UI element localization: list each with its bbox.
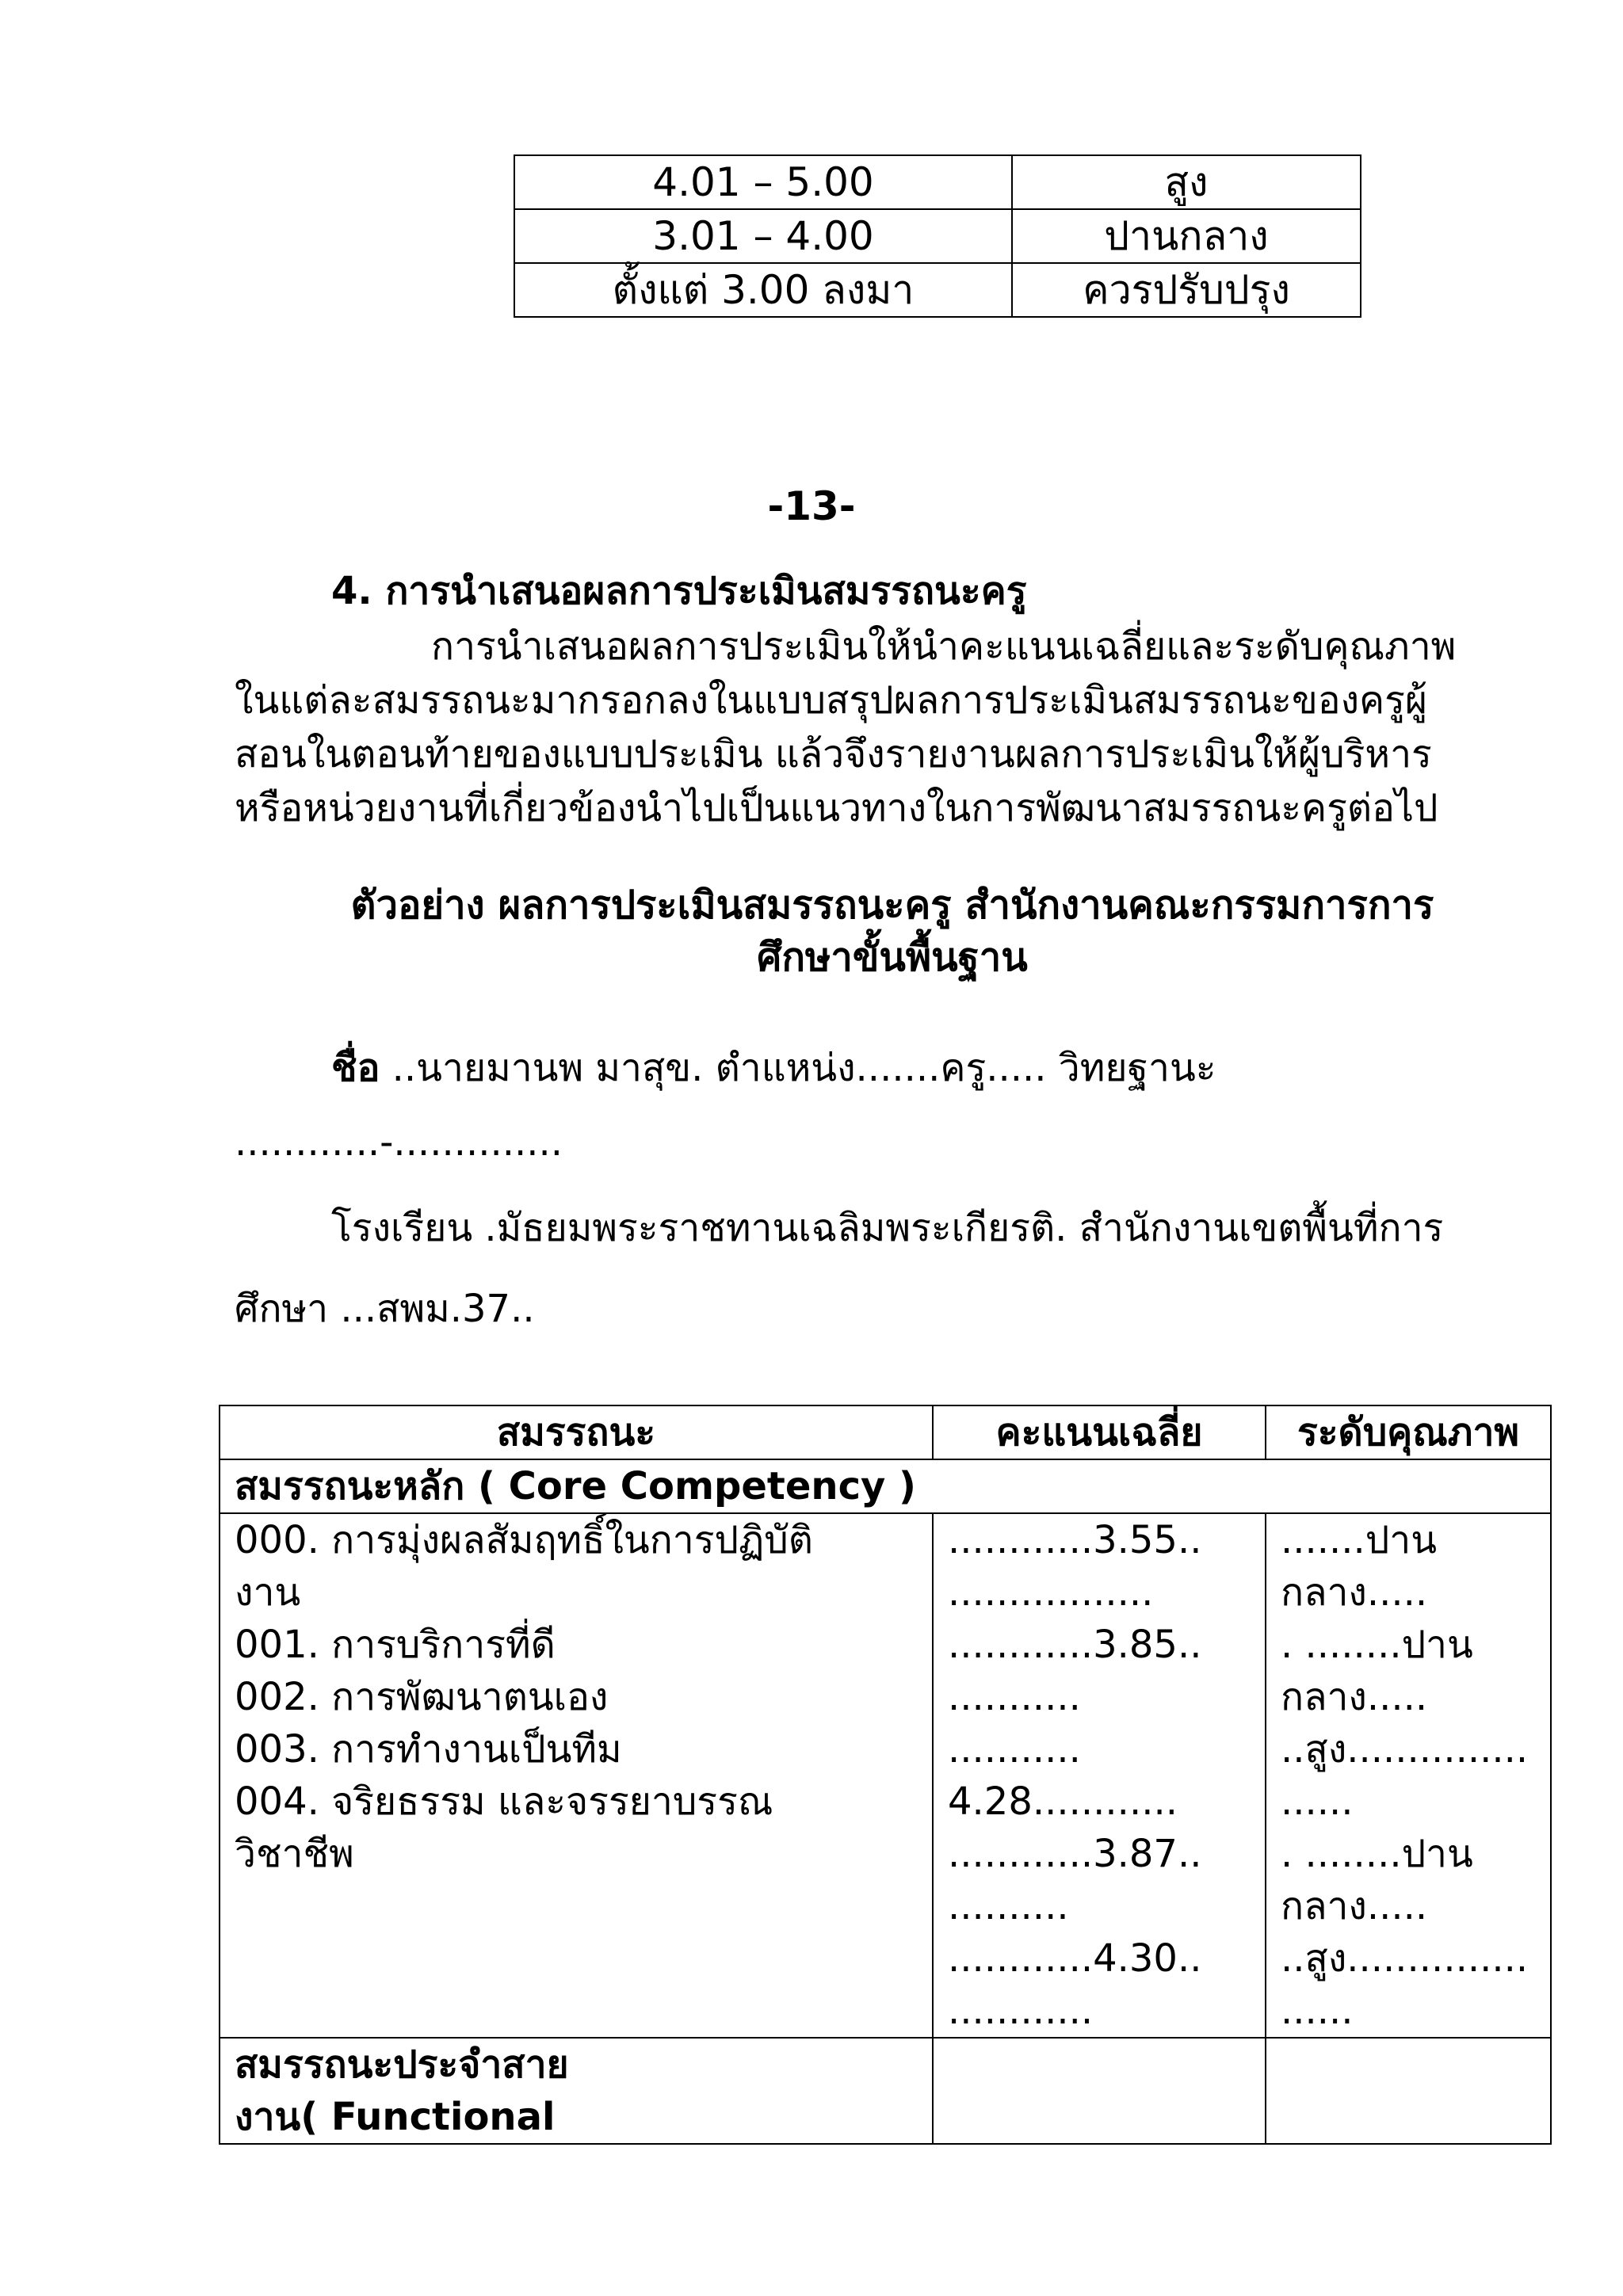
score-range-cell: ตั้งแต่ 3.00 ลงมา [514, 263, 1012, 317]
paragraph-line: ในแต่ละสมรรถนะมากรอกลงในแบบสรุปผลการประเมินสมรรถนะของครูผู้ [235, 678, 1428, 723]
table-row [514, 155, 1361, 209]
functional-group-row [220, 2038, 1551, 2144]
score-line: 4.28............ [948, 1779, 1178, 1824]
score-range-table [514, 154, 1361, 318]
paragraph-line: สอนในตอนท้ายของแบบประเมิน แล้วจึงรายงานผลการประเมินให้ผู้บริหาร [235, 732, 1432, 776]
level-line: .......ปาน [1281, 1518, 1438, 1562]
list-item: งาน [235, 1570, 301, 1615]
competency-table [219, 1405, 1552, 2145]
list-item: 003. การทำงานเป็นทีม [235, 1727, 622, 1772]
score-line: ............3.85.. [948, 1623, 1202, 1667]
table-row [514, 263, 1361, 317]
score-range-cell: 3.01 – 4.00 [514, 209, 1012, 263]
list-item: 000. การมุ่งผลสัมฤทธิ์ในการปฏิบัติ [235, 1518, 813, 1562]
score-line: .......... [948, 1884, 1069, 1928]
level-line: กลาง..... [1281, 1884, 1428, 1928]
functional-group-line: งาน( Functional [235, 2095, 556, 2139]
core-group-label: สมรรถนะหลัก ( Core Competency ) [220, 1459, 1551, 1513]
list-item: วิชาชีพ [235, 1832, 354, 1876]
score-level-cell: สูง [1012, 155, 1361, 209]
area-line: ศึกษา ...สพม.37.. [235, 1287, 535, 1331]
table-row [220, 1513, 1551, 2038]
page-number: -13- [767, 483, 856, 529]
example-title-line: ศึกษาขั้นพื้นฐาน [757, 935, 1028, 980]
header-competency: สมรรถนะ [220, 1405, 933, 1459]
score-line: ........... [948, 1727, 1081, 1772]
level-line: ...... [1281, 1989, 1354, 2033]
score-line: ........... [948, 1675, 1081, 1719]
level-line: กลาง..... [1281, 1675, 1428, 1719]
core-levels-cell [1266, 1513, 1551, 2038]
header-quality-level: ระดับคุณภาพ [1266, 1405, 1551, 1459]
list-item: 002. การพัฒนาตนเอง [235, 1675, 609, 1719]
example-title [235, 879, 1550, 984]
score-line: ................. [948, 1570, 1154, 1615]
section-heading: 4. การนำเสนอผลการประเมินสมรรถนะครู [331, 569, 1027, 613]
header-average-score: คะแนนเฉลี่ย [933, 1405, 1266, 1459]
functional-level-cell [1266, 2038, 1551, 2144]
level-line: ..สูง............... [1281, 1936, 1529, 1981]
functional-group-line: สมรรถนะประจำสาย [235, 2042, 569, 2087]
academic-status-line: ............-.............. [235, 1120, 563, 1165]
teacher-name-line [331, 1038, 1216, 1098]
score-level-cell: ควรปรับปรุง [1012, 263, 1361, 317]
functional-group-label [220, 2038, 933, 2144]
table-row [514, 209, 1361, 263]
core-items-cell [220, 1513, 933, 2038]
score-line: ............3.87.. [948, 1832, 1202, 1876]
score-line: ............4.30.. [948, 1936, 1202, 1981]
score-range-cell: 4.01 – 5.00 [514, 155, 1012, 209]
score-level-cell: ปานกลาง [1012, 209, 1361, 263]
list-item: 004. จริยธรรม และจรรยาบรรณ [235, 1779, 773, 1824]
core-group-row [220, 1459, 1551, 1513]
list-item: 001. การบริการที่ดี [235, 1623, 556, 1667]
paragraph-line: หรือหน่วยงานที่เกี่ยวข้องนำไปเป็นแนวทางในการพัฒนาสมรรถนะครูต่อไป [235, 786, 1438, 830]
level-line: กลาง..... [1281, 1570, 1428, 1615]
level-line: . ........ปาน [1281, 1832, 1473, 1876]
name-label: ชื่อ [331, 1046, 380, 1090]
example-title-line: ตัวอย่าง ผลการประเมินสมรรถนะครู สำนักงานคณะกรรมการการ [350, 883, 1434, 928]
level-line: . ........ปาน [1281, 1623, 1473, 1667]
school-line: โรงเรียน .มัธยมพระราชทานเฉลิมพระเกียรติ. สำนักงานเขตพื้นที่การ [331, 1206, 1444, 1250]
name-text: ..นายมานพ มาสุข. ตำแหน่ง.......ครู..... วิทยฐานะ [380, 1046, 1216, 1090]
score-line: ............ [948, 1989, 1094, 2033]
functional-score-cell [933, 2038, 1266, 2144]
paragraph-line: การนำเสนอผลการประเมินให้นำคะแนนเฉลี่ยและระดับคุณภาพ [431, 624, 1457, 669]
table-header-row [220, 1405, 1551, 1459]
level-line: ...... [1281, 1779, 1354, 1824]
level-line: ..สูง............... [1281, 1727, 1529, 1772]
score-line: ............3.55.. [948, 1518, 1202, 1562]
core-scores-cell [933, 1513, 1266, 2038]
